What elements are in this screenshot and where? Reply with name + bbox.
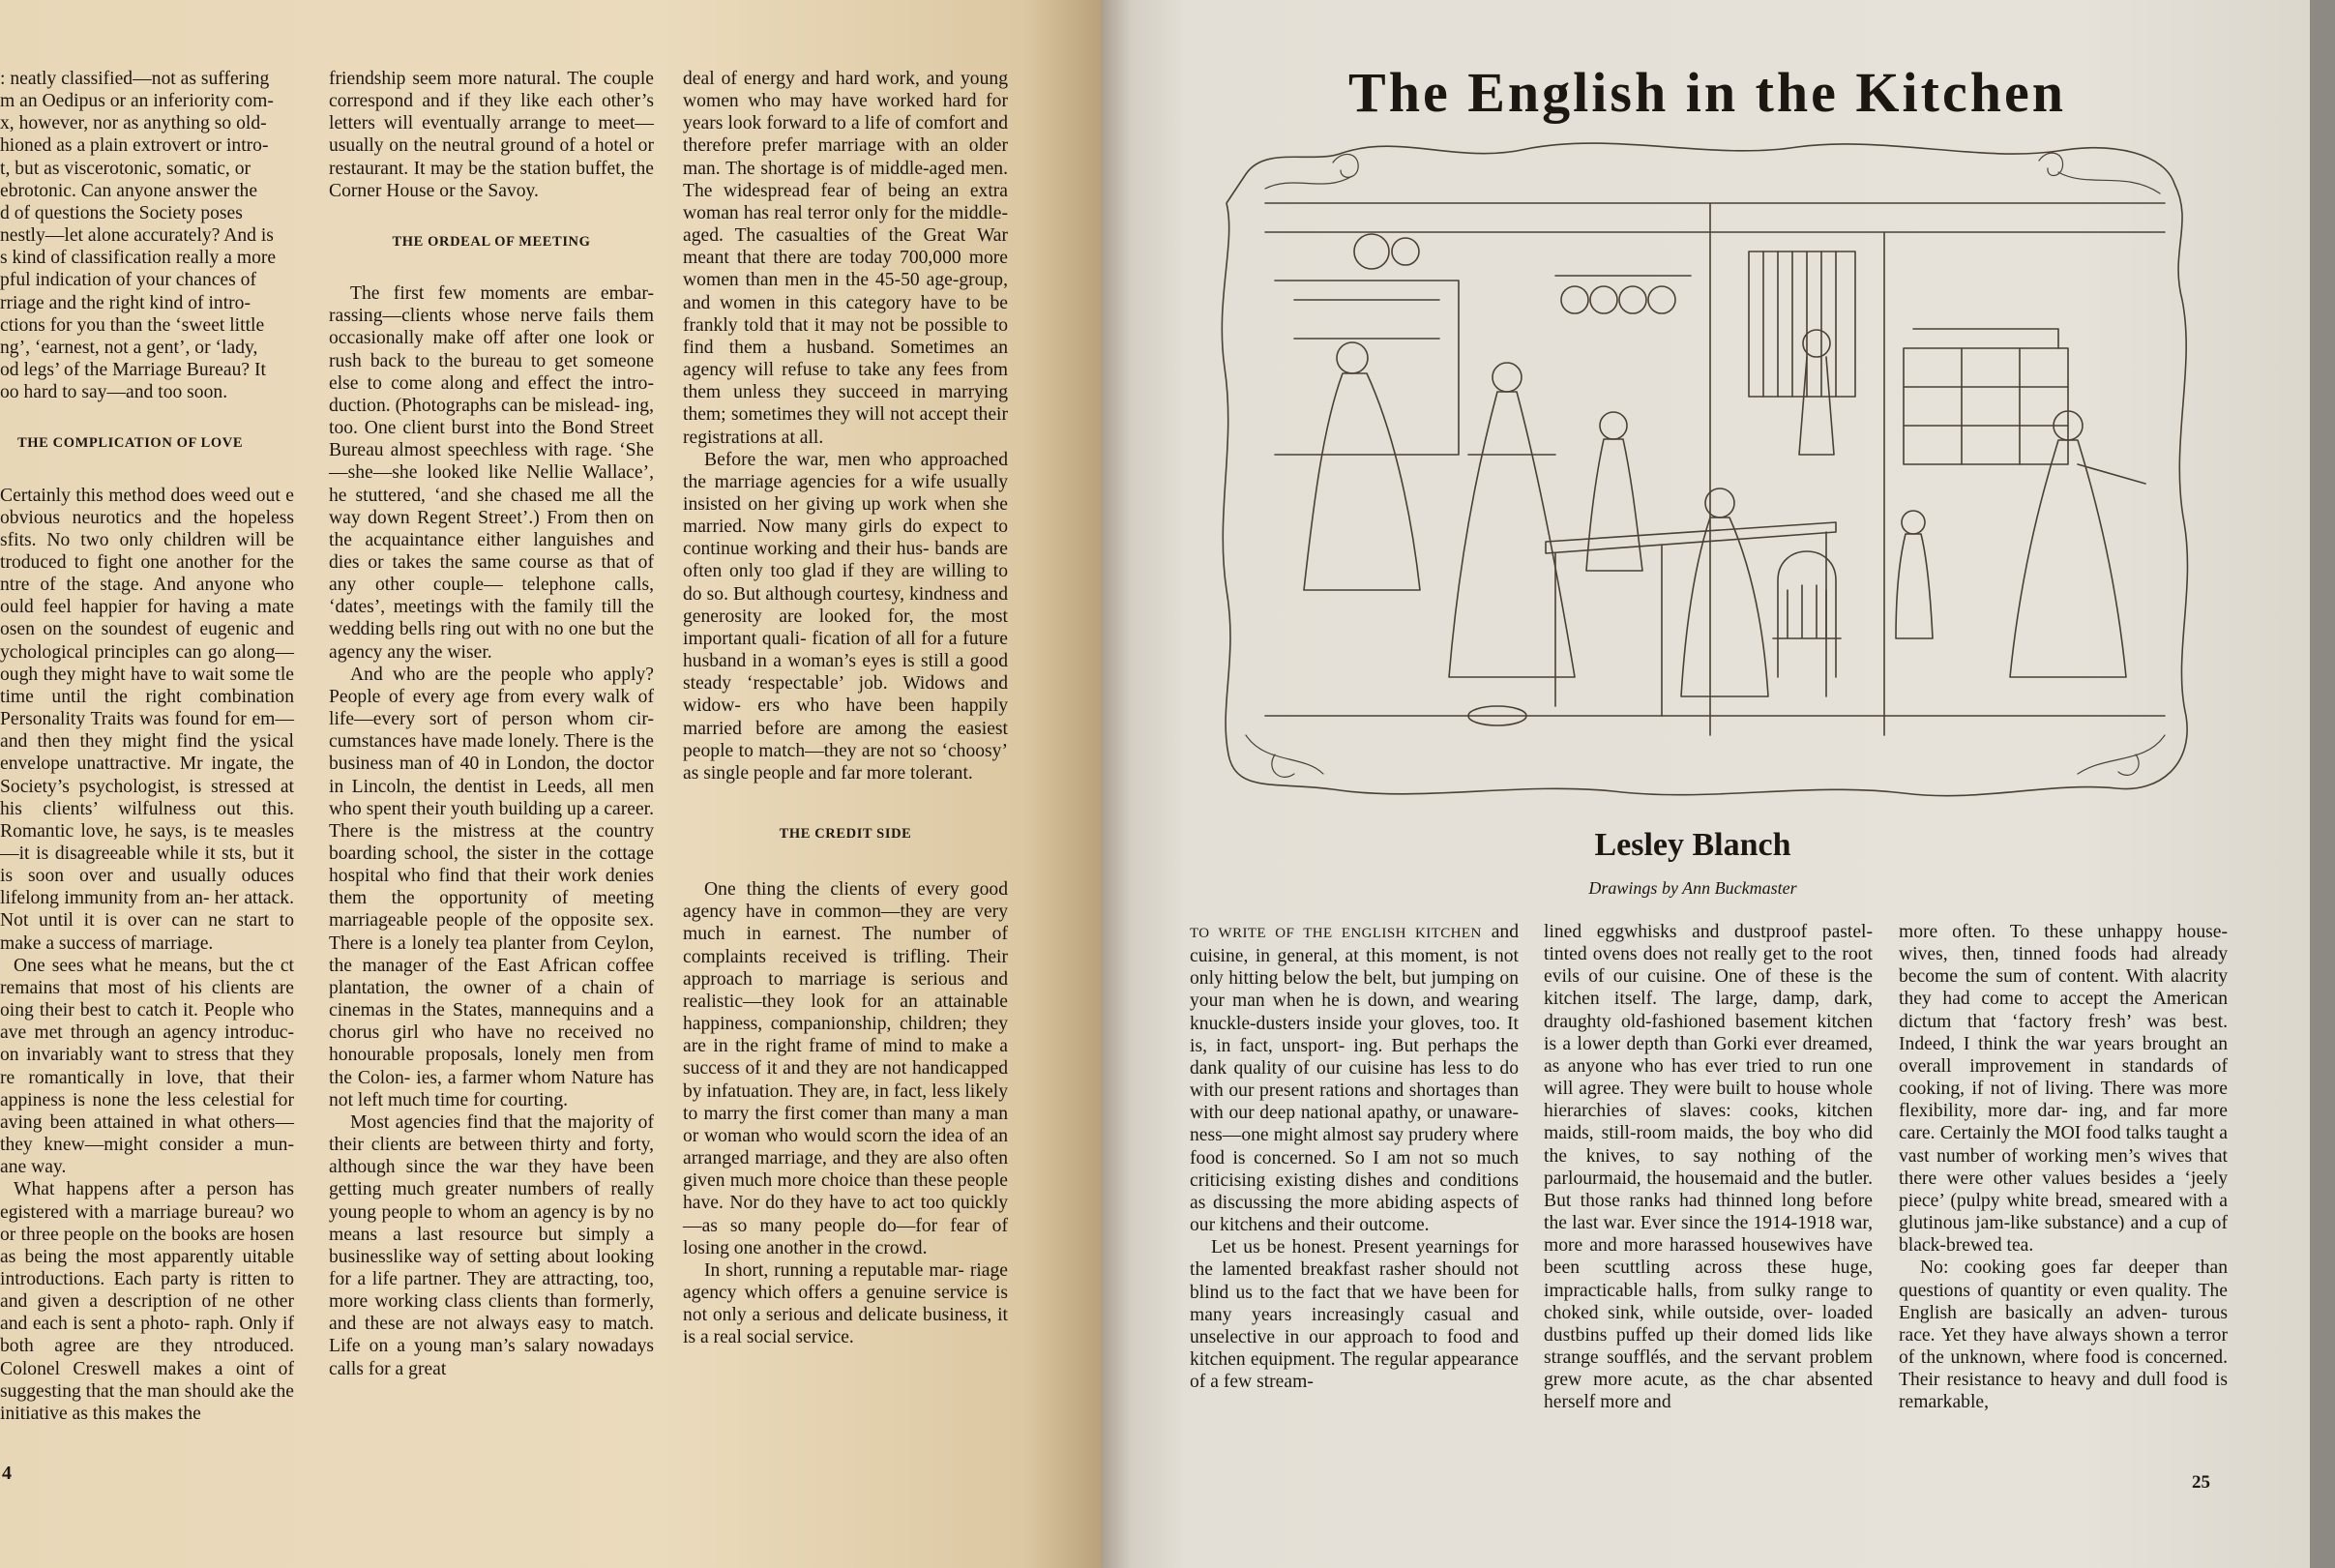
author-name: Lesley Blanch: [1594, 827, 1791, 863]
right-column-3: [1899, 921, 2228, 1413]
paragraph: The first few moments are embar- rassing—clients whose nerve fails them occasionally make off after one look or rush back to the bureau to get someone else to come along and effect the intro- duction. (Photographs can be mislead- ing, too. One client burst into the Bond Street Bureau almost speechless with rage. ‘She—she—she looked like Nellie Wallace’, he stuttered, ‘and she chased me all the way down Regent Street’.) From then on the acquaintance either languishes and dies or takes the same course as that of any other couple— telephone calls, ‘dates’, meetings with the family till the wedding bells ring out with no one but the agency any the wiser.: [329, 283, 654, 663]
kitchen-illustration: [1207, 135, 2203, 808]
text-line: ng’, ‘earnest, not a gent’, or ‘lady,: [0, 337, 258, 358]
text-line: ebrotonic. Can anyone answer the: [0, 180, 258, 201]
paragraph: deal of energy and hard work, and young women who may have worked hard for years look forward to a life of comfort and therefore prefer marriage with an older man. The shortage is of middle-aged men. The widespread fear of being an extra woman has real terror only for the middle-aged. The casualties of the Great War meant that there are today 700,000 more women than men in the 45-50 age-group, and women in this category have to be frankly told that it may not be possible to find them a husband. Sometimes an agency will refuse to take any fees from them unless they succeed in marrying them; sometimes they will not accept their registrations at all.: [683, 69, 1008, 448]
page-edge: [2310, 0, 2335, 1568]
section-heading-complication-of-love: THE COMPLICATION OF LOVE: [17, 435, 244, 452]
paragraph: Before the war, men who approached the marriage agencies for a wife usually insisted on her giving up work when she married. Now many girls do expect to continue working and their hus- bands are often only too glad if they are willing to do so. But although courtesy, kindness and generosity are looked for, the most important quali- fication of all for a future husband in a woman’s eyes is still a good steady ‘respectable’ job. Widows and widow- ers who have been happily married before are among the easiest people to match—they are not so ‘choosy’ as single people and far more tolerant.: [683, 449, 1008, 784]
paragraph: Let us be honest. Present yearnings for the lamented breakfast rasher should not blind us to the fact that we have been for many years increasingly casual and unselective in our approach to food and kitchen equipment. The regular appearance of a few stream-: [1190, 1237, 1519, 1393]
text-line: s kind of classification really a more: [0, 248, 277, 269]
text-line: rriage and the right kind of intro-: [0, 292, 251, 313]
opening-paragraph: [1190, 921, 1519, 1236]
page-number-left: 4: [2, 1463, 12, 1484]
left-shelf: [1275, 281, 1459, 455]
text-line: pful indication of your chances of: [0, 270, 256, 291]
back-window: [1749, 251, 1855, 397]
section-heading-credit-side: THE CREDIT SIDE: [779, 826, 912, 842]
ornamental-frame: [1222, 143, 2187, 796]
kitchen-table: [1546, 522, 1836, 716]
text-line: hioned as a plain extrovert or intro-: [0, 135, 269, 157]
chair: [1773, 551, 1841, 677]
paragraph: One thing the clients of every good agency have in common—they are very much in earnest. The number of complaints received is trifling. Their approach to marriage is serious and realistic—they look for an attainable happiness, companionship, children; they are in the right frame of mind to make a success of it and they are not handicapped by infatuation. They are, in fact, less likely to marry the first comer than many a man or woman who would scorn the idea of an arranged marriage, and they are also often given much more choice than these people have. Nor do they have to act too quickly—as so many people do—for fear of losing one another in the crowd.: [683, 879, 1008, 1258]
figure-cook-left: [1304, 342, 1420, 590]
text-line: t, but as viscerotonic, somatic, or: [0, 158, 251, 179]
right-column-2: [1544, 921, 1873, 1413]
opening-lead-caps: TO WRITE OF THE ENGLISH KITCHEN: [1190, 926, 1482, 941]
text-line: od legs’ of the Marriage Bureau? It: [0, 360, 266, 381]
left-column-3: [683, 68, 1008, 1348]
text-line: oo hard to say—and too soon.: [0, 382, 228, 403]
paragraph: friendship seem more natural. The couple correspond and if they like each other’s letters will eventually arrange to meet—usually on the neutral ground of a hotel or restaurant. It may be the station buffet, the Corner House or the Savoy.: [329, 69, 654, 201]
opening-text: and cuisine, in general, at this moment, is not only hitting below the belt, but jumping on your man when he is down, and wearing knuckle-dusters inside your gloves, too. It is, in fact, unsport- ing. But perhaps the dank quality of our cuisine has less to do with our present rations and shortages than with our deep national apathy, or unaware- ness—one might almost say prudery where food is concerned. So I am not so much criticising existing dishes and conditions as discussing the more abiding aspects of our kitchens and their outcome.: [1190, 922, 1519, 1236]
figure-man-standing: [1799, 330, 1834, 455]
text-line: d of questions the Society poses: [0, 202, 243, 223]
hanging-pan: [1561, 286, 1588, 313]
ceiling-beams: [1265, 203, 2165, 735]
text-line: nestly—let alone accurately? And is: [0, 225, 274, 247]
hanging-plate: [1354, 234, 1389, 269]
paragraph: lined eggwhisks and dustproof pastel- tinted ovens does not really get to the root evils of our cuisine. One of these is the kitchen itself. The large, damp, dark, draughty old-fashioned basement kitchen is a lower depth than Gorki ever dreamed, as anyone who has ever tried to run one will agree. They were built to house whole hierarchies of slaves: cooks, kitchen maids, still-room maids, the boy who did the knives, to say nothing of the parlourmaid, the housemaid and the butler. But those ranks had thinned long before the last war. Ever since the 1914-1918 war, more and more harassed housewives have been scuttling across these huge, impracticable halls, from sulky range to choked sink, while outside, over- loaded dustbins puffed up their domed lids like strange soufflés, and the servant problem grew more acute, as the char absented herself more and: [1544, 922, 1873, 1413]
figure-woman-right: [2010, 411, 2145, 677]
left-column-2: [329, 68, 654, 1380]
paragraph: Certainly this method does weed out e obvious neurotics and the hopeless sfits. No two only children will be troduced to fight one another for the ntre of the stage. And anyone who ould feel happier for having a mate osen on the soundest of eugenic and ychological principles can go along— ough they might have to wait some tle time until the right combination Personality Traits was found for em—and then they might find the ysical envelope unattractive. Mr ingate, the Society’s psychologist, is stressed at his clients’ wilfulness out this. Romantic love, he says, is te measles—it is disagreeable while it sts, but it is soon over and usually oduces lifelong immunity from an- her attack. Not until it is over can ne start to make a success of marriage.: [0, 485, 294, 954]
text-line: x, however, nor as anything so old-: [0, 113, 267, 134]
paragraph: And who are the people who apply? People of every age from every walk of life—every sort of person whom cir- cumstances have made lonely. There is the business man of 40 in London, the doctor in Lincoln, the dentist in Leeds, all men who spent their youth building up a career. There is the mistress at the country boarding school, the sister in the cottage hospital who find that their work denies them the opportunity of meeting marriageable people of the opposite sex. There is a lonely tea planter from Ceylon, the manager of the East African coffee plantation, the owner of a chain of cinemas in the States, mannequins and a chorus girl who have no received no honourable proposals, lonely men from the Colon- ies, a farmer whom Nature has not left much time for courting.: [329, 664, 654, 1110]
left-column-1: [0, 68, 294, 1425]
paragraph: What happens after a person has egistered with a marriage bureau? wo or three people on the books are hosen as being the most apparently uitable introductions. Each party is ritten to and given a description of ne other and each is sent a photo- raph. Only if both agree are they ntroduced. Colonel Creswell makes a oint of suggesting that the man should ake the initiative as this makes the: [0, 1179, 294, 1424]
paragraph: Most agencies find that the majority of their clients are between thirty and forty, although since the war they have been getting much greater numbers of really young people to whom an agency is by no means a last resource but simply a businesslike way of setting about looking for a life partner. They are attracting, too, more working class clients than formerly, and these are not always easy to match. Life on a young man’s salary nowadays calls for a great: [329, 1111, 654, 1379]
paragraph: In short, running a reputable mar- riage agency which offers a genuine service is not only a serious and delicate business, it is a real social service.: [683, 1259, 1008, 1348]
figure-child: [1896, 511, 1933, 638]
paragraph: No: cooking goes far deeper than questions of quantity or even quality. The English are basically an adven- turous race. Yet they have always shown a terror of the unknown, where food is concerned. Their resistance to heavy and dull food is remarkable,: [1899, 1257, 2228, 1413]
column-1-opening-lines: [0, 68, 294, 403]
page-number-right: 25: [2192, 1472, 2210, 1493]
kitchen-range: [1904, 348, 2068, 464]
section-heading-ordeal-of-meeting: THE ORDEAL OF MEETING: [392, 233, 591, 250]
text-line: m an Oedipus or an inferiority com-: [0, 91, 274, 112]
paragraph: One sees what he means, but the ct remains that most of his clients are oing their best to catch it. People who ave met through an agency introduc- on invariably want to stress that they re romantically in love, that their appiness is none the less celestial for aving been attained in what others— they knew—might consider a mun- ane way.: [0, 955, 294, 1178]
article-title: The English in the Kitchen: [1348, 61, 2066, 124]
text-line: : neatly classified—not as suffering: [0, 69, 270, 89]
figure-seated-woman: [1681, 488, 1768, 696]
text-line: ctions for you than the ‘sweet little: [0, 314, 265, 336]
paragraph: more often. To these unhappy house- wives, then, tinned foods had already become the sum of content. With alacrity they had come to accept the American dictum that ‘factory fresh’ was best. Indeed, I think the war years brought an overall improvement in standards of cooking, if not of living. There was more flexibility, more dar- ing, and far more care. Certainly the MOI food talks taught a vast number of working men’s wives that there were other values besides a ‘jeely piece’ (pulpy white bread, smeared with a glutinous jam-like substance) and a cup of black-brewed tea.: [1899, 922, 2228, 1257]
illustration-credit: Drawings by Ann Buckmaster: [1588, 878, 1797, 898]
right-column-1: [1190, 921, 1519, 1393]
